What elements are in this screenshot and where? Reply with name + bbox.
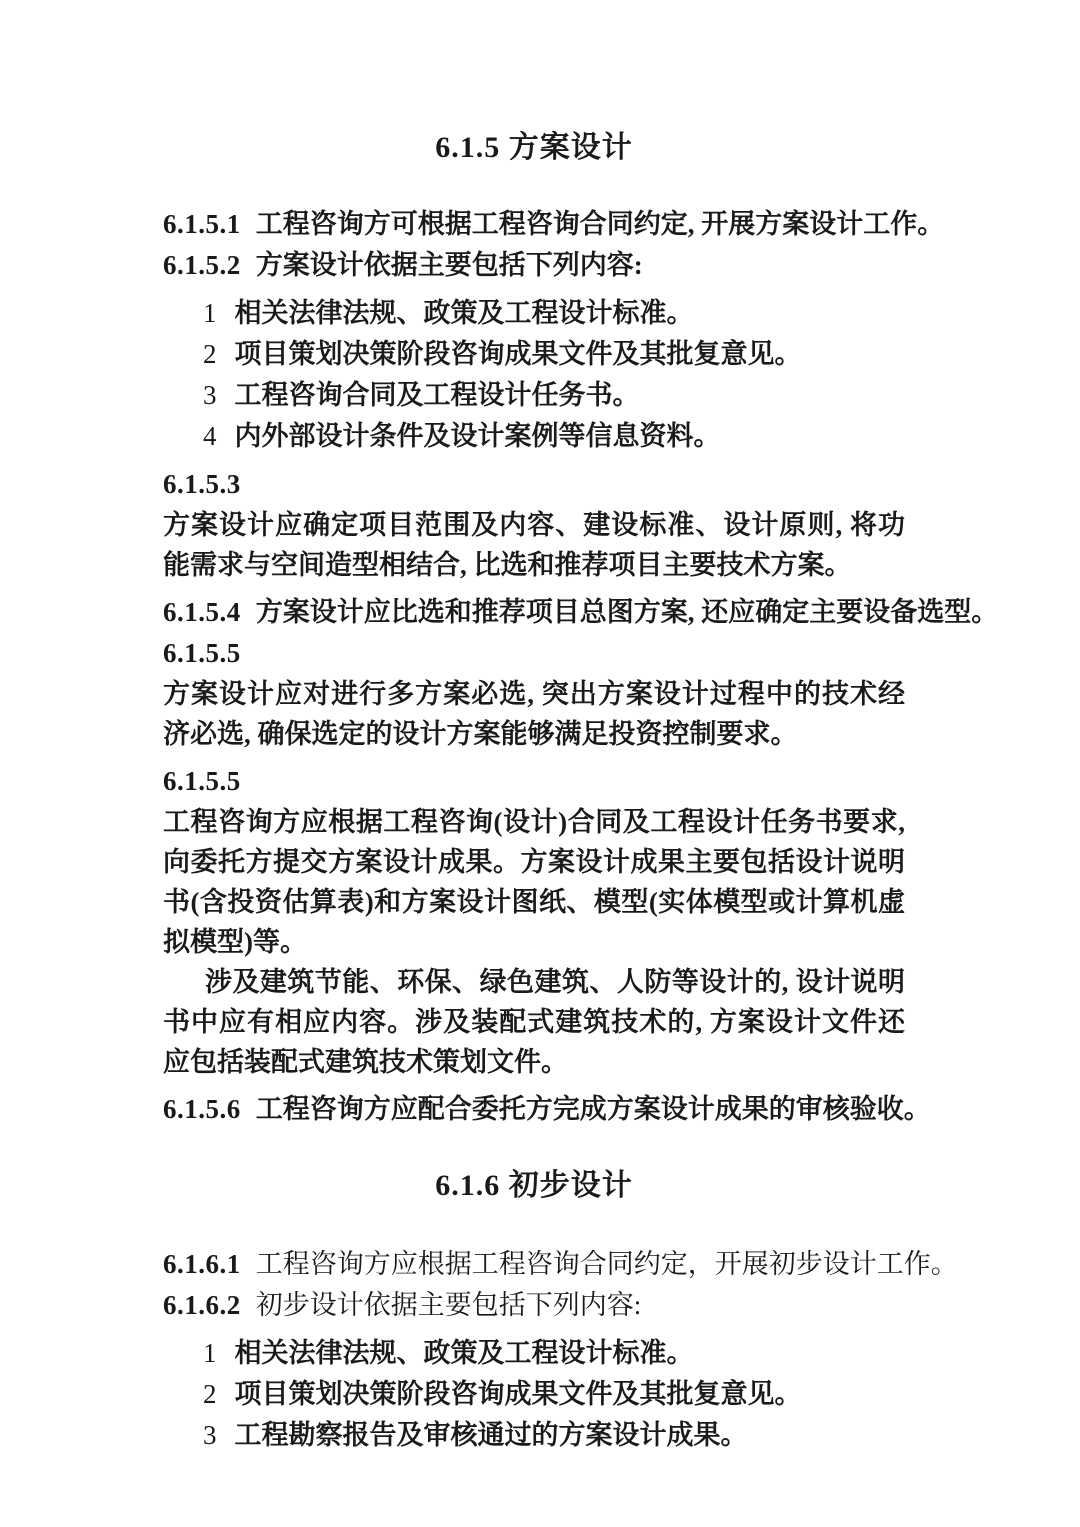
list-item-number: 3: [203, 380, 217, 410]
clause-6-1-5-3: [163, 464, 905, 505]
clause-number: 6.1.5.2: [163, 250, 241, 280]
list-item: [163, 293, 905, 334]
clause-6-1-5-5b: [163, 761, 905, 802]
list-item-number: 2: [203, 339, 217, 369]
clause-number: 6.1.5.5: [163, 638, 241, 668]
clause-6-1-5-5b-body: 工程咨询方应根据工程咨询(设计)合同及工程设计任务书要求, 向委托方提交方案设计成果。方案设计成果主要包括设计说明书(含投资估算表)和方案设计图纸、模型(实体模型或计算机虚拟模型)等。: [163, 807, 905, 957]
clause-number: 6.1.5.3: [163, 469, 241, 499]
list-item-text: 项目策划决策阶段咨询成果文件及其批复意见。: [234, 339, 802, 369]
list-item: [163, 416, 905, 457]
list-item: [163, 375, 905, 416]
list-item-number: 1: [203, 1338, 217, 1368]
clause-number: 6.1.5.6: [163, 1094, 241, 1124]
clause-number: 6.1.6.2: [163, 1290, 241, 1320]
clause-number: 6.1.5.4: [163, 597, 241, 627]
section-heading-616: 6.1.6 初步设计: [435, 1169, 633, 1202]
clause-text: 方案设计依据主要包括下列内容:: [255, 250, 643, 280]
clause-6-1-5-5a: [163, 633, 905, 674]
clause-number: 6.1.6.1: [163, 1249, 241, 1279]
list-item-text: 项目策划决策阶段咨询成果文件及其批复意见。: [234, 1379, 802, 1409]
list-item: [163, 1374, 905, 1415]
clause-6-1-5-1: [163, 204, 945, 245]
clause-text: 工程咨询方应根据工程咨询合同约定，开展初步设计工作。: [255, 1249, 958, 1279]
list-item-text: 工程勘察报告及审核通过的方案设计成果。: [234, 1420, 748, 1450]
list-item-text: 相关法律法规、政策及工程设计标准。: [234, 298, 694, 328]
clause-6-1-6-1: [163, 1244, 958, 1285]
list-item: [163, 334, 905, 375]
clause-6-1-5-6: [163, 1089, 931, 1130]
list-item: [163, 1333, 905, 1374]
clause-6-1-5-4: [163, 592, 999, 633]
list-item: [163, 1415, 905, 1456]
clause-text: 工程咨询方应配合委托方完成方案设计成果的审核验收。: [255, 1094, 931, 1124]
clause-6-1-5-2: [163, 245, 905, 286]
clause-6-1-6-2: [163, 1285, 905, 1326]
list-item-number: 2: [203, 1379, 217, 1409]
list-item-number: 4: [203, 421, 217, 451]
list-item-number: 3: [203, 1420, 217, 1450]
list-item-text: 内外部设计条件及设计案例等信息资料。: [234, 421, 721, 451]
list-item-text: 工程咨询合同及工程设计任务书。: [234, 380, 640, 410]
clause-text: 工程咨询方可根据工程咨询合同约定, 开展方案设计工作。: [255, 209, 945, 239]
list-item-number: 1: [203, 298, 217, 328]
clause-text: 初步设计依据主要包括下列内容:: [255, 1290, 642, 1320]
list-item-text: 相关法律法规、政策及工程设计标准。: [234, 1338, 694, 1368]
clause-number: 6.1.5.1: [163, 209, 241, 239]
paragraph-design-notes: 涉及建筑节能、环保、绿色建筑、人防等设计的, 设计说明书中应有相应内容。涉及装配式建筑技术的, 方案设计文件还应包括装配式建筑技术策划文件。: [163, 967, 905, 1077]
section-heading-615: 6.1.5 方案设计: [435, 131, 633, 164]
clause-6-1-5-3-body: 方案设计应确定项目范围及内容、建设标准、设计原则, 将功能需求与空间造型相结合, 比选和推荐项目主要技术方案。: [163, 510, 905, 580]
clause-text: 方案设计应比选和推荐项目总图方案, 还应确定主要设备选型。: [255, 597, 999, 627]
clause-6-1-5-5a-body: 方案设计应对进行多方案必选, 突出方案设计过程中的技术经济必选, 确保选定的设计方案能够满足投资控制要求。: [163, 679, 905, 749]
clause-number: 6.1.5.5: [163, 766, 241, 796]
